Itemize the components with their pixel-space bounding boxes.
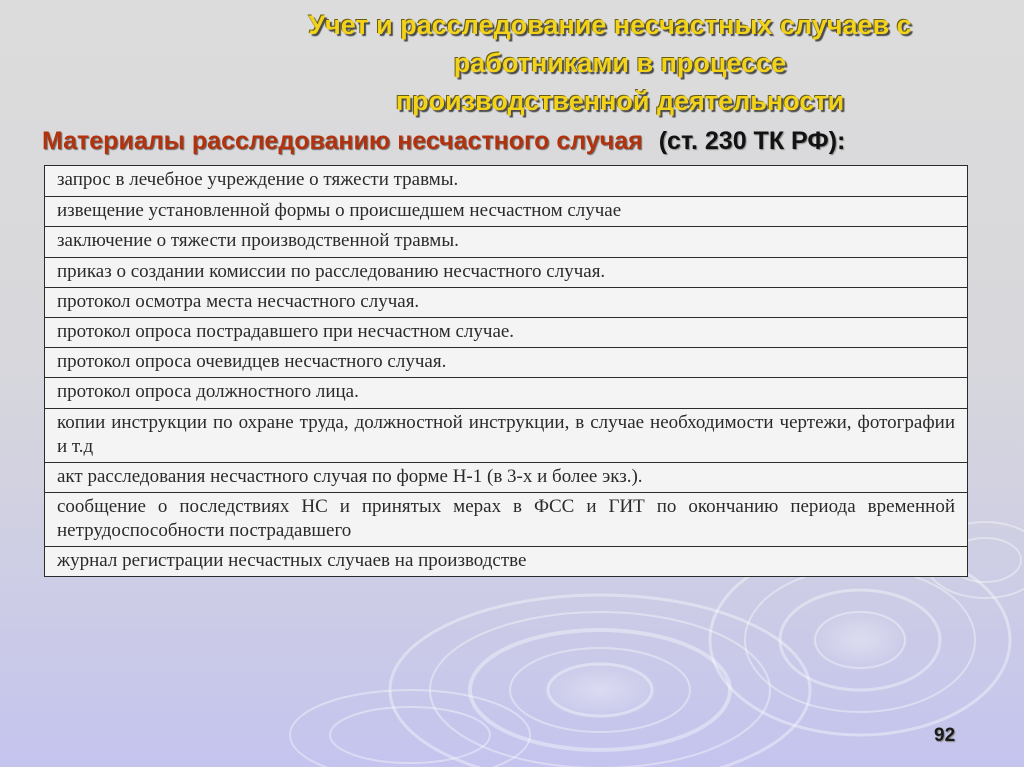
table-row: акт расследования несчастного случая по форме Н-1 (в 3-х и более экз.). [45, 462, 967, 492]
table-row: журнал регистрации несчастных случаев на производстве [45, 546, 967, 576]
table-row: протокол осмотра места несчастного случая. [45, 287, 967, 317]
title-line-2: работниками в процессе [453, 48, 787, 78]
legal-reference: (ст. 230 ТК РФ): [658, 127, 846, 155]
title-line-3: производственной деятельности [395, 86, 845, 116]
page-number: 92 [934, 725, 956, 746]
table-row: протокол опроса пострадавшего при несчастном случае. [45, 317, 967, 347]
table-row: заключение о тяжести производственной травмы. [45, 226, 967, 256]
table-row: протокол опроса должностного лица. [45, 377, 967, 407]
section-heading [42, 124, 1002, 158]
table-row: протокол опроса очевидцев несчастного случая. [45, 347, 967, 377]
title-line-1: Учет и расследование несчастных случаев с [308, 10, 912, 40]
slide-title [200, 6, 1020, 120]
materials-table [44, 165, 968, 577]
table-row: запрос в лечебное учреждение о тяжести травмы. [57, 169, 459, 190]
table-row: приказ о создании комиссии по расследованию несчастного случая. [45, 257, 967, 287]
table-row: сообщение о последствиях НС и принятых мерах в ФСС и ГИТ по окончанию периода временной нетрудоспособности пострадавшего [45, 492, 967, 546]
table-row: копии инструкции по охране труда, должностной инструкции, в случае необходимости чертежи, фотографии и т.д [45, 408, 967, 462]
section-heading-text: Материалы расследованию несчастного случая [42, 127, 643, 155]
table-row: извещение установленной формы о происшедшем несчастном случае [45, 196, 967, 226]
